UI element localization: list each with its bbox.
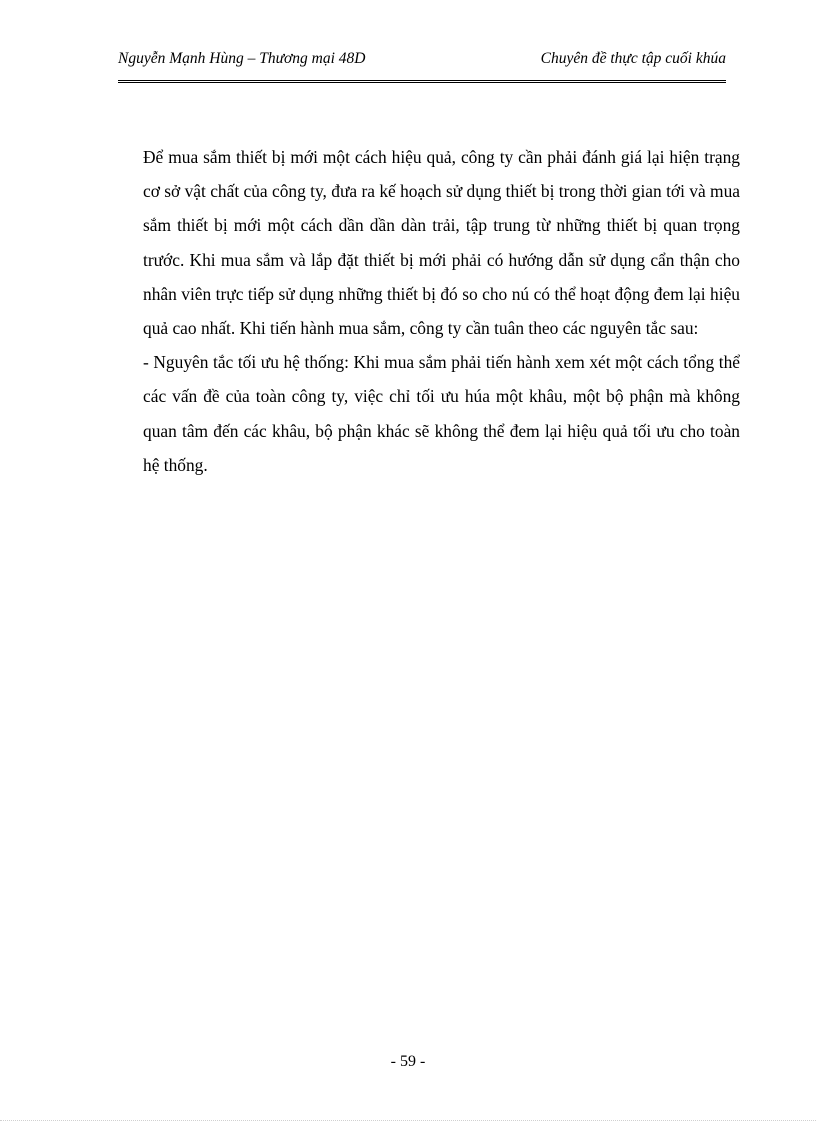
header-author: Nguyễn Mạnh Hùng – Thương mại 48D — [118, 50, 366, 67]
body-paragraph-1: Để mua sắm thiết bị mới một cách hiệu quả, công ty cần phải đánh giá lại hiện trạng cơ sở vật chất của công ty, đưa ra kế hoạch sử dụng thiết bị trong thời gian tới và mua sắm thiết bị mới một cách dần dần dàn trải, tập trung từ những thiết bị quan trọng trước. Khi mua sắm và lắp đặt thiết bị mới phải có hướng dẫn sử dụng cẩn thận cho nhân viên trực tiếp sử dụng những thiết bị đó so cho nú có thể hoạt động đem lại hiệu quả cao nhất. Khi tiến hành mua sắm, công ty cần tuân theo các nguyên tắc sau: — [143, 147, 740, 339]
header-title: Chuyên đề thực tập cuối khúa — [540, 50, 726, 67]
page-number: - 59 - — [390, 1053, 426, 1070]
header-divider — [118, 80, 726, 83]
page-header — [118, 50, 726, 76]
body-paragraph-2: - Nguyên tắc tối ưu hệ thống: Khi mua sắm phải tiến hành xem xét một cách tổng thể các vấn đề của toàn công ty, việc chỉ tối ưu húa một khâu, một bộ phận mà không quan tâm đến các khâu, bộ phận khác sẽ không thể đem lại hiệu quả tối ưu cho toàn hệ thống. — [143, 352, 740, 475]
page-bottom-border — [0, 1120, 816, 1121]
document-body — [143, 140, 740, 482]
